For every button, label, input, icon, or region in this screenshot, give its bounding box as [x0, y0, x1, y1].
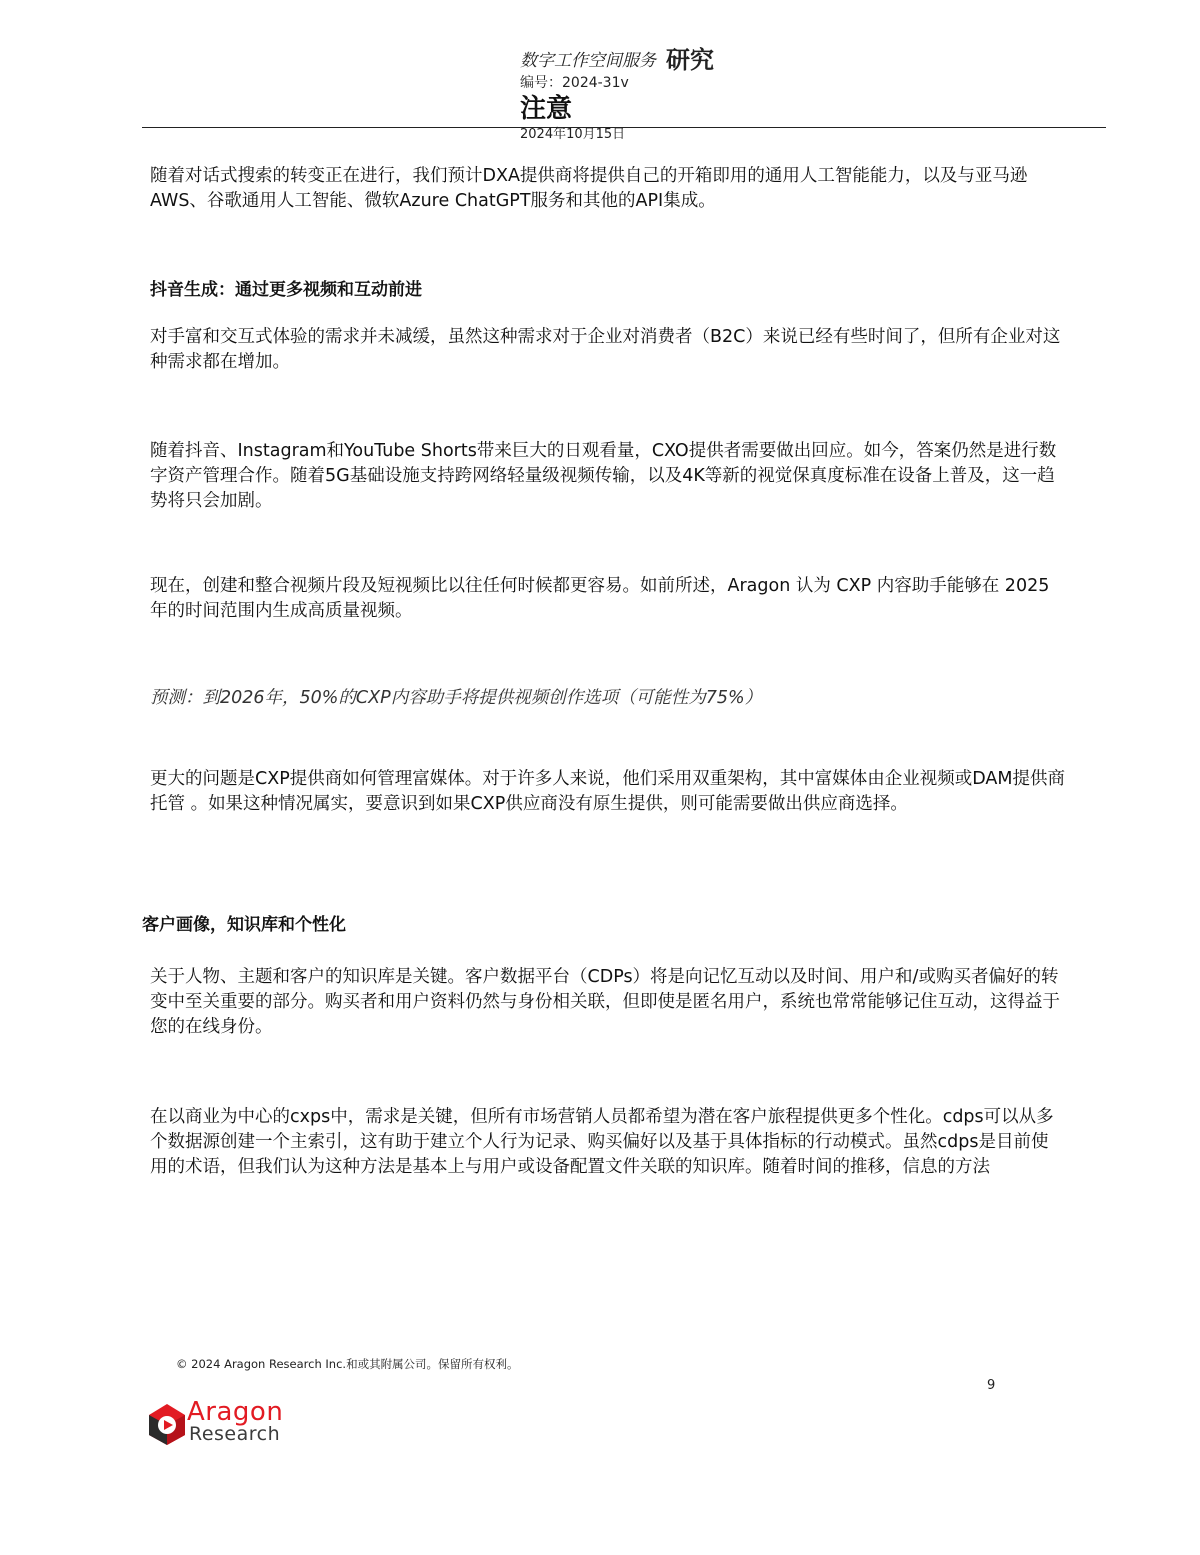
copyright-notice: © 2024 Aragon Research Inc.和或其附属公司。保留所有权利。: [176, 1357, 519, 1371]
paragraph-rich-experience-demand: 对手富和交互式体验的需求并未减缓，虽然这种需求对于企业对消费者（B2C）来说已经有些时间了，但所有企业对这种需求都在增加。: [150, 327, 1061, 372]
report-series-label: 数字工作空间服务: [520, 51, 656, 71]
paragraph-short-video-trend: 随着抖音、Instagram和YouTube Shorts带来巨大的日观看量，CXO提供者需要做出回应。如今，答案仍然是进行数字资产管理合作。随着5G基础设施支持跨网络轻量级视频传输，以及4K等新的视觉保真度标准在设备上普及，这一趋势将只会加剧。: [150, 441, 1057, 511]
paragraph-rich-media-management: 更大的问题是CXP提供商如何管理富媒体。对于许多人来说，他们采用双重架构，其中富媒体由企业视频或DAM提供商托管 。如果这种情况属实，要意识到如果CXP供应商没有原生提供，则可能需要做出供应商选择。: [150, 769, 1065, 814]
document-date: 2024年10月15日: [520, 127, 626, 142]
paragraph-personalization: 在以商业为中心的cxps中，需求是关键，但所有市场营销人员都希望为潜在客户旅程提供更多个性化。cdps可以从多个数据源创建一个主索引，这有助于建立个人行为记录、购买偏好以及基于具体指标的行动模式。虽然cdps是目前使用的术语，但我们认为这种方法是基本上与用户或设备配置文件关联的知识库。随着时间的推移，信息的方法: [150, 1107, 1054, 1177]
logo-wordmark: Aragon: [187, 1397, 284, 1427]
logo-subtitle: Research: [189, 1423, 281, 1445]
prediction-statement: 预测：到2026年，50%的CXP内容助手将提供视频创作选项（可能性为75%）: [150, 688, 763, 708]
paragraph-conversational-search: 随着对话式搜索的转变正在进行，我们预计DXA提供商将提供自己的开箱即用的通用人工智能能力，以及与亚马逊AWS、谷歌通用人工智能、微软Azure ChatGPT服务和其他的API集成。: [150, 166, 1028, 211]
paragraph-video-creation: 现在，创建和整合视频片段及短视频比以往任何时候都更容易。如前所述，Aragon 认为 CXP 内容助手能够在 2025 年的时间范围内生成高质量视频。: [150, 576, 1050, 621]
aragon-research-logo: [145, 1398, 305, 1450]
document-type: 注意: [520, 94, 573, 124]
document-number: 编号：2024-31v: [520, 75, 629, 91]
aragon-logo-mark-icon: [145, 1401, 189, 1447]
report-series-bold: 研究: [666, 46, 714, 74]
section-heading-video-generation: 抖音生成：通过更多视频和互动前进: [150, 280, 422, 300]
section-heading-customer-profiles: 客户画像，知识库和个性化: [142, 915, 346, 935]
report-series: [520, 38, 714, 73]
page-number: 9: [987, 1378, 996, 1393]
paragraph-knowledge-base: 关于人物、主题和客户的知识库是关键。客户数据平台（CDPs）将是向记忆互动以及时间、用户和/或购买者偏好的转变中至关重要的部分。购买者和用户资料仍然与身份相关联，但即使是匿名用户，系统也常常能够记住互动，这得益于您的在线身份。: [150, 967, 1060, 1037]
